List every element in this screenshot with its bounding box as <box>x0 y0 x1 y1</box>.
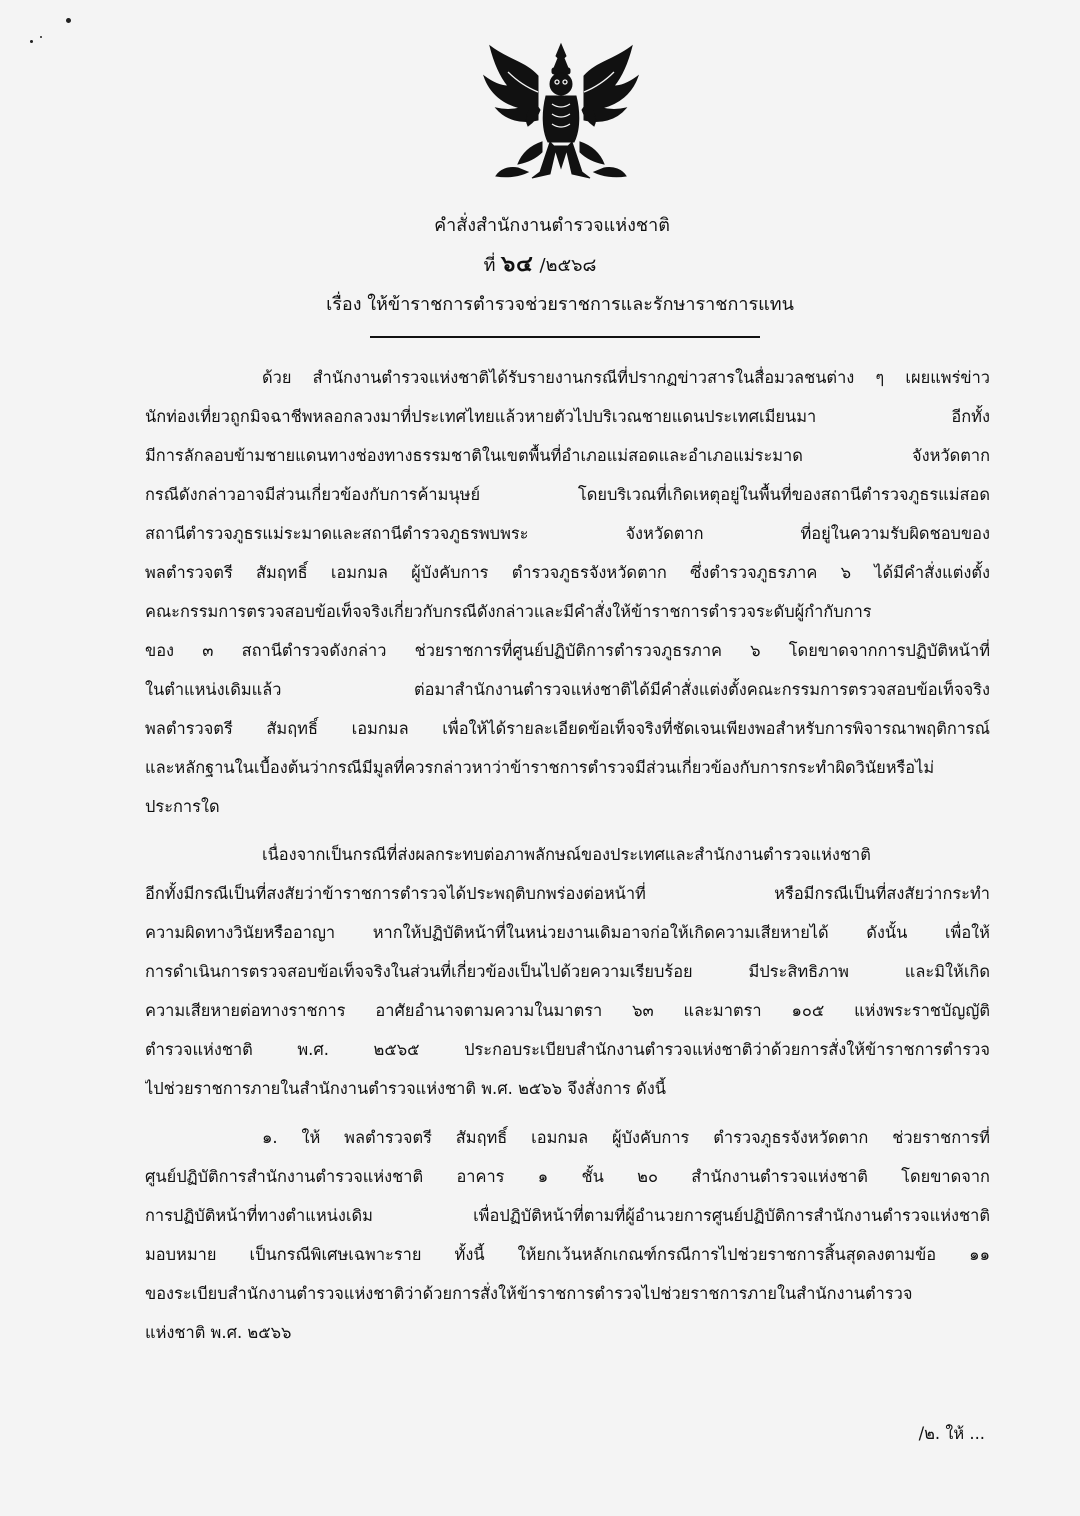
scan-speck <box>30 40 33 43</box>
order-number-prefix: ที่ <box>483 255 496 276</box>
paragraph-line: แห่งชาติ พ.ศ. ๒๕๖๖ <box>145 1323 292 1342</box>
order-number-suffix: /๒๕๖๘ <box>539 255 597 276</box>
subject-line <box>20 292 1080 318</box>
document-title: คำสั่งสำนักงานตำรวจแห่งชาติ <box>434 215 670 236</box>
paragraph-line: ตำรวจแห่งชาติ พ.ศ. ๒๕๖๕ ประกอบระเบียบสำนักงานตำรวจแห่งชาติว่าด้วยการสั่งให้ข้าราชการตำรวจ <box>145 1040 990 1059</box>
paragraph-line: กรณีดังกล่าวอาจมีส่วนเกี่ยวข้องกับการค้ามนุษย์ โดยบริเวณที่เกิดเหตุอยู่ในพื้นที่ของสถานีตำรวจภูธรแม่สอด <box>145 485 990 504</box>
paragraph-line: ของ ๓ สถานีตำรวจดังกล่าว ช่วยราชการที่ศูนย์ปฏิบัติการตำรวจภูธรภาค ๖ โดยขาดจากการปฏิบัติหน้าที่ <box>145 641 990 660</box>
subject-text: ให้ข้าราชการตำรวจช่วยราชการและรักษาราชการแทน <box>367 294 794 315</box>
order-number <box>0 252 1080 279</box>
paragraph-line: อีกทั้งมีกรณีเป็นที่สงสัยว่าข้าราชการตำรวจได้ประพฤติบกพร่องต่อหน้าที่ หรือมีกรณีเป็นที่สงสัยว่ากระทำ <box>145 884 990 903</box>
paragraph-line: การปฏิบัติหน้าที่ทางตำแหน่งเดิม เพื่อปฏิบัติหน้าที่ตามที่ผู้อำนวยการศูนย์ปฏิบัติการสำนักงานตำรวจแห่งชาติ <box>145 1206 990 1225</box>
scan-speck <box>40 36 42 38</box>
paragraph-line: ศูนย์ปฏิบัติการสำนักงานตำรวจแห่งชาติ อาคาร ๑ ชั้น ๒๐ สำนักงานตำรวจแห่งชาติ โดยขาดจาก <box>145 1167 990 1186</box>
order-number-handwritten: ๖๔ <box>501 252 534 277</box>
paragraph-line: สถานีตำรวจภูธรแม่ระมาดและสถานีตำรวจภูธรพบพระ จังหวัดตาก ที่อยู่ในความรับผิดชอบของ <box>145 524 990 543</box>
paragraph-line: คณะกรรมการตรวจสอบข้อเท็จจริงเกี่ยวกับกรณีดังกล่าวและมีคำสั่งให้ข้าราชการตำรวจระดับผู้กำกับการ <box>145 602 872 621</box>
header-divider <box>370 336 760 338</box>
scan-speck <box>66 18 71 23</box>
paragraph-line: ความผิดทางวินัยหรืออาญา หากให้ปฏิบัติหน้าที่ในหน่วยงานเดิมอาจก่อให้เกิดความเสียหายได้ ดังนั้น เพื่อให้ <box>145 923 990 942</box>
paragraph-line: มีการลักลอบข้ามชายแดนทางช่องทางธรรมชาติในเขตพื้นที่อำเภอแม่สอดและอำเภอแม่ระมาด จังหวัดตาก <box>145 446 990 465</box>
continuation-marker: /๒. ให้ ... <box>918 1424 985 1443</box>
paragraph-line: การดำเนินการตรวจสอบข้อเท็จจริงในส่วนที่เกี่ยวข้องเป็นไปด้วยความเรียบร้อย มีประสิทธิภาพ และมิให้เกิด <box>145 962 990 981</box>
paragraph-line: พลตำรวจตรี สัมฤทธิ์ เอมกมล ผู้บังคับการ ตำรวจภูธรจังหวัดตาก ซึ่งตำรวจภูธรภาค ๖ ได้มีคำสั่งแต่งตั้ง <box>145 563 990 582</box>
paragraph-line: ของระเบียบสำนักงานตำรวจแห่งชาติว่าด้วยการสั่งให้ข้าราชการตำรวจไปช่วยราชการภายในสำนักงานตำรวจ <box>145 1284 913 1303</box>
paragraph-line: ความเสียหายต่อทางราชการ อาศัยอำนาจตามความในมาตรา ๖๓ และมาตรา ๑๐๕ แห่งพระราชบัญญัติ <box>145 1001 990 1020</box>
paragraph-line: ๑. ให้ พลตำรวจตรี สัมฤทธิ์ เอมกมล ผู้บังคับการ ตำรวจภูธรจังหวัดตาก ช่วยราชการที่ <box>262 1128 990 1147</box>
paragraph-line: ไปช่วยราชการภายในสำนักงานตำรวจแห่งชาติ พ.ศ. ๒๕๖๖ จึงสั่งการ ดังนี้ <box>145 1079 666 1098</box>
paragraph-line: มอบหมาย เป็นกรณีพิเศษเฉพาะราย ทั้งนี้ ให้ยกเว้นหลักเกณฑ์กรณีการไปช่วยราชการสิ้นสุดลงตามข้อ ๑๑ <box>145 1245 990 1264</box>
paragraph-line: ด้วย สำนักงานตำรวจแห่งชาติได้รับรายงานกรณีที่ปรากฏข่าวสารในสื่อมวลชนต่าง ๆ เผยแพร่ข่าว <box>262 368 990 387</box>
paragraph-line: เนื่องจากเป็นกรณีที่ส่งผลกระทบต่อภาพลักษณ์ของประเทศและสำนักงานตำรวจแห่งชาติ <box>262 845 871 864</box>
paragraph-line: ในตำแหน่งเดิมแล้ว ต่อมาสำนักงานตำรวจแห่งชาติได้มีคำสั่งแต่งตั้งคณะกรรมการตรวจสอบข้อเท็จจริง <box>145 680 990 699</box>
paragraph-line: พลตำรวจตรี สัมฤทธิ์ เอมกมล เพื่อให้ได้รายละเอียดข้อเท็จจริงที่ชัดเจนเพียงพอสำหรับการพิจารณาพฤติการณ์ <box>145 719 990 738</box>
garuda-emblem-icon <box>478 42 644 184</box>
paragraph-line: และหลักฐานในเบื้องต้นว่ากรณีมีมูลที่ควรกล่าวหาว่าข้าราชการตำรวจมีส่วนเกี่ยวข้องกับการกระทำผิดวินัยหรือไม่ <box>145 758 935 777</box>
paragraph-line: ประการใด <box>145 797 220 816</box>
paragraph-line: นักท่องเที่ยวถูกมิจฉาชีพหลอกลวงมาที่ประเทศไทยแล้วหายตัวไปบริเวณชายแดนประเทศเมียนมา อีกทั้ง <box>145 407 990 426</box>
subject-label: เรื่อง <box>326 294 362 315</box>
